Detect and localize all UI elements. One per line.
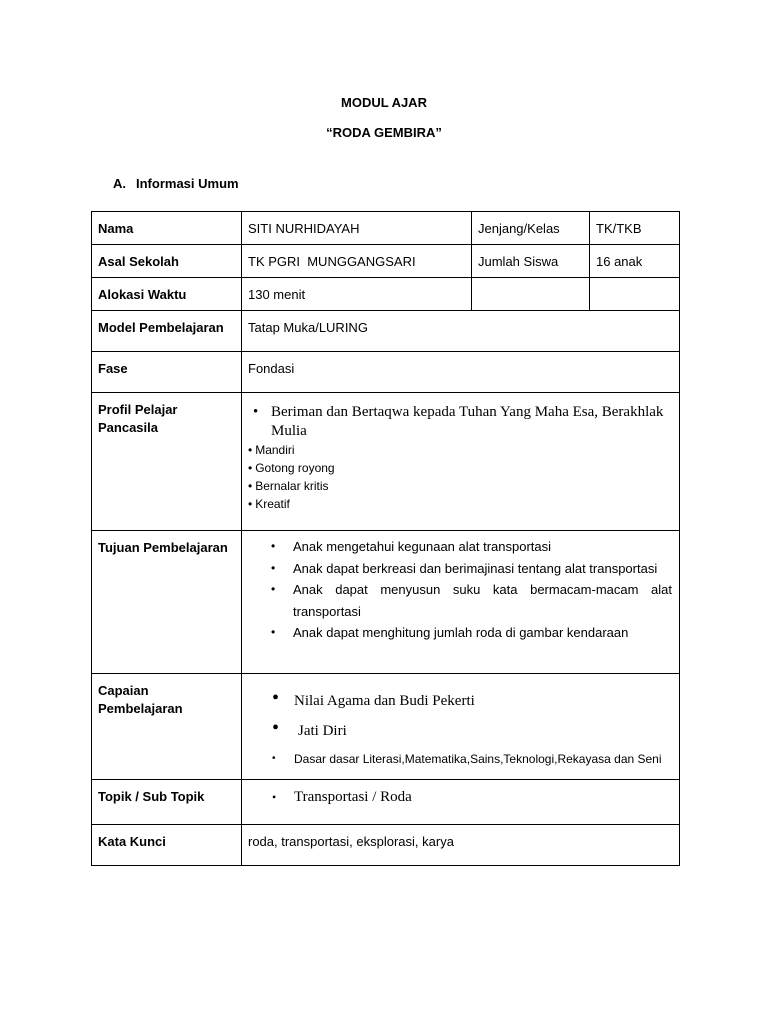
list-item-text: Anak dapat menghitung jumlah roda di gambar kendaraan bbox=[293, 625, 629, 640]
value-topik bbox=[242, 780, 680, 825]
bullet-icon: • bbox=[271, 560, 276, 575]
info-table bbox=[91, 211, 680, 866]
row-nama bbox=[92, 212, 680, 245]
document-title: MODUL AJAR bbox=[341, 95, 427, 110]
row-topik bbox=[92, 780, 680, 825]
value-alokasi-waktu: 130 menit bbox=[242, 278, 472, 311]
label-capaian-pembelajaran: Capaian Pembelajaran bbox=[92, 674, 242, 780]
bullet-icon: • bbox=[248, 461, 253, 475]
row-alokasi-waktu bbox=[92, 278, 680, 311]
list-item bbox=[248, 459, 673, 477]
empty-cell bbox=[472, 278, 590, 311]
bullet-icon: • bbox=[272, 790, 277, 804]
bullet-icon: • bbox=[253, 404, 259, 420]
list-item-text: Bernalar kritis bbox=[255, 479, 329, 493]
value-tujuan-pembelajaran bbox=[242, 531, 680, 674]
value-jumlah-siswa: 16 anak bbox=[590, 245, 680, 278]
value-jenjang: TK/TKB bbox=[590, 212, 680, 245]
value-model-pembelajaran: Tatap Muka/LURING bbox=[242, 311, 680, 352]
list-item-text: Anak mengetahui kegunaan alat transportasi bbox=[293, 539, 552, 554]
tujuan-list bbox=[248, 536, 672, 644]
list-item-text: Kreatif bbox=[255, 497, 290, 511]
bullet-icon: • bbox=[271, 539, 276, 553]
row-capaian-pembelajaran bbox=[92, 674, 680, 780]
value-asal-sekolah: TK PGRI MUNGGANGSARI bbox=[242, 245, 472, 278]
label-profil-pelajar: Profil Pelajar Pancasila bbox=[92, 393, 242, 531]
label-alokasi-waktu: Alokasi Waktu bbox=[92, 278, 242, 311]
document-subtitle: “RODA GEMBIRA” bbox=[326, 125, 442, 140]
list-item bbox=[248, 441, 673, 459]
profil-item-primary bbox=[248, 403, 673, 441]
empty-cell bbox=[590, 278, 680, 311]
capaian-item-text: Nilai Agama dan Budi Pekerti bbox=[294, 693, 475, 709]
list-item-text: Anak dapat menyusun suku kata bermacam-macam alat transportasi bbox=[293, 582, 672, 619]
capaian-item-text: Dasar dasar Literasi,Matematika,Sains,Teknologi,Rekayasa dan Seni bbox=[294, 752, 662, 766]
row-kata-kunci bbox=[92, 825, 680, 866]
row-asal-sekolah bbox=[92, 245, 680, 278]
label-asal-sekolah: Asal Sekolah bbox=[92, 245, 242, 278]
bullet-icon: • bbox=[248, 497, 253, 511]
bullet-icon: • bbox=[271, 625, 276, 639]
list-item-text: Gotong royong bbox=[255, 461, 335, 475]
label-nama: Nama bbox=[92, 212, 242, 245]
label-kata-kunci: Kata Kunci bbox=[92, 825, 242, 866]
bullet-icon: • bbox=[271, 582, 276, 596]
capaian-item-text: Jati Diri bbox=[298, 723, 347, 739]
section-heading bbox=[113, 176, 239, 191]
label-fase: Fase bbox=[92, 352, 242, 393]
list-item bbox=[248, 477, 673, 495]
label-model-pembelajaran: Model Pembelajaran bbox=[92, 311, 242, 352]
capaian-item bbox=[248, 686, 673, 716]
bullet-icon: • bbox=[272, 753, 276, 764]
bullet-icon: • bbox=[272, 717, 280, 739]
value-profil-pelajar bbox=[242, 393, 680, 531]
profil-item-text: Beriman dan Bertaqwa kepada Tuhan Yang Maha Esa, Berakhlak Mulia bbox=[271, 404, 664, 439]
label-tujuan-pembelajaran: Tujuan Pembelajaran bbox=[92, 531, 242, 674]
label-jumlah-siswa: Jumlah Siswa bbox=[472, 245, 590, 278]
list-item bbox=[271, 536, 672, 558]
topik-item-text: Transportasi / Roda bbox=[294, 789, 412, 805]
bullet-icon: • bbox=[248, 443, 253, 457]
value-capaian-pembelajaran bbox=[242, 674, 680, 780]
row-tujuan-pembelajaran bbox=[92, 531, 680, 674]
value-kata-kunci: roda, transportasi, eksplorasi, karya bbox=[242, 825, 680, 866]
capaian-item bbox=[248, 746, 673, 772]
list-item-text: Mandiri bbox=[255, 443, 295, 457]
label-topik: Topik / Sub Topik bbox=[92, 780, 242, 825]
bullet-icon: • bbox=[272, 687, 280, 709]
capaian-item bbox=[248, 716, 673, 746]
row-fase bbox=[92, 352, 680, 393]
value-fase: Fondasi bbox=[242, 352, 680, 393]
profil-list bbox=[248, 441, 673, 513]
list-item bbox=[271, 558, 672, 580]
row-profil-pelajar bbox=[92, 393, 680, 531]
row-model-pembelajaran bbox=[92, 311, 680, 352]
section-letter: A. bbox=[113, 176, 126, 191]
list-item bbox=[248, 495, 673, 513]
bullet-icon: • bbox=[248, 479, 253, 493]
value-nama: SITI NURHIDAYAH bbox=[242, 212, 472, 245]
label-jenjang: Jenjang/Kelas bbox=[472, 212, 590, 245]
section-title: Informasi Umum bbox=[136, 176, 239, 191]
list-item bbox=[271, 579, 672, 622]
list-item-text: Anak dapat berkreasi dan berimajinasi tentang alat transportasi bbox=[293, 560, 658, 576]
topik-item bbox=[248, 788, 673, 806]
list-item bbox=[271, 622, 672, 644]
